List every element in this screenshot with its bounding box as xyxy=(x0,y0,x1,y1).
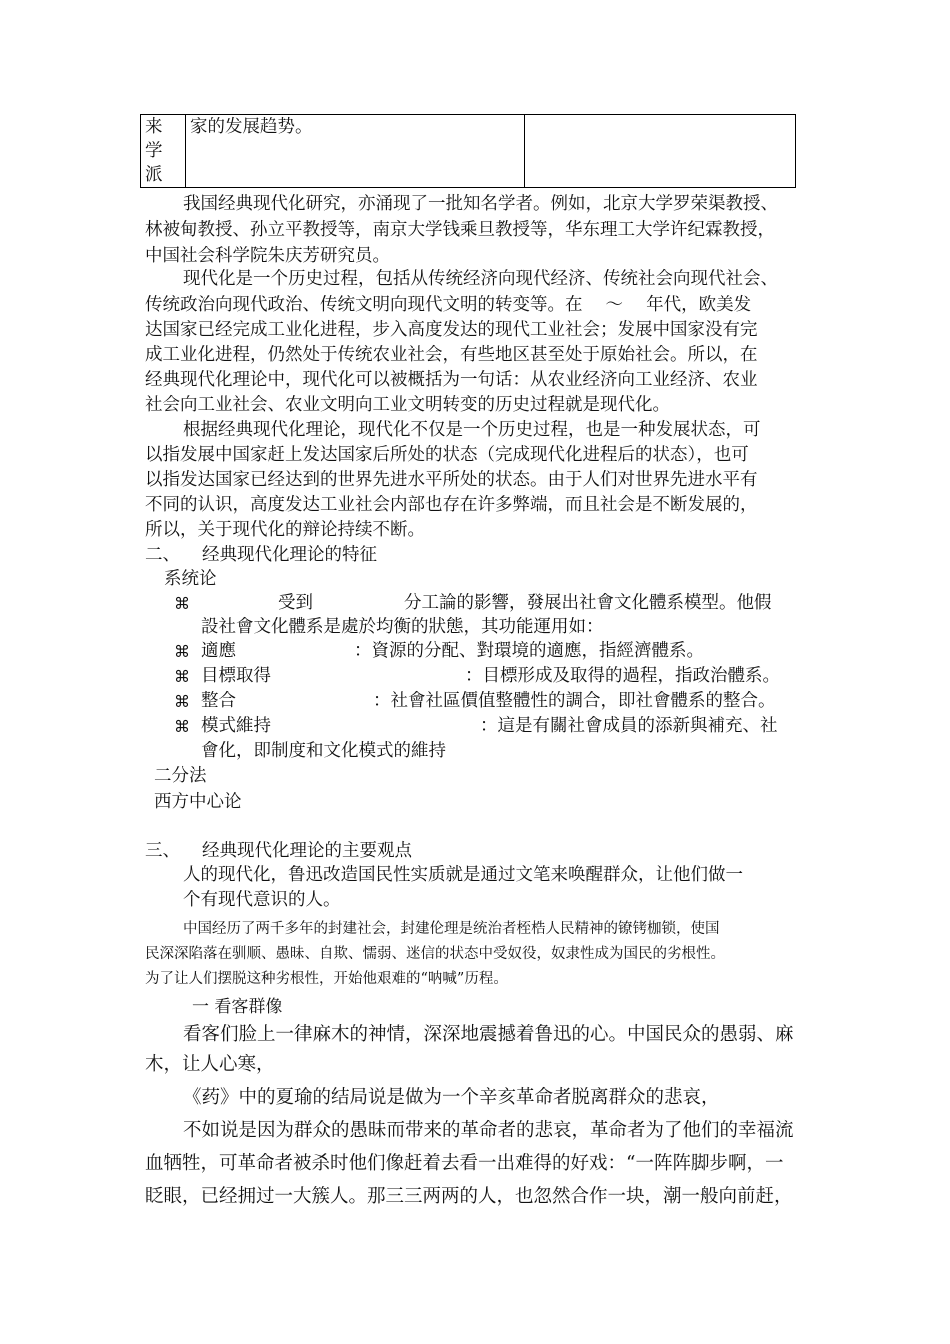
bullet3-left: 目標取得 xyxy=(201,666,271,686)
para2-line4: 成工业化进程，仍然处于传统农业社会，有些地区甚至处于原始社会。所以，在 xyxy=(145,345,758,365)
para4-line2: 个有现代意识的人。 xyxy=(183,890,341,910)
para8-line1: 不如说是因为群众的愚昧而带来的革命者的悲哀，革命者为了他们的幸福流 xyxy=(183,1120,794,1141)
para5-line1: 中国经历了两千多年的封建社会，封建伦理是统治者桎梏人民精神的镣铐枷锁，使国 xyxy=(183,921,720,937)
table-cell-school: 来 学 派 xyxy=(141,115,186,188)
command-icon: ⌘ xyxy=(174,667,190,686)
bullet4-left: 整合 xyxy=(201,691,236,711)
para4-line1: 人的现代化，鲁迅改造国民性实质就是通过文笔来唤醒群众，让他们做一 xyxy=(183,865,743,885)
bullet4-right: ：社會社區價值整體性的調合，即社會體系的整合。 xyxy=(373,691,776,711)
para6-line2: 木，让人心寒， xyxy=(145,1054,275,1075)
para2-line1: 现代化是一个历史过程，包括从传统经济向现代经济、传统社会向现代社会、 xyxy=(183,269,778,289)
para1-line3: 中国社会科学院朱庆芳研究员。 xyxy=(145,246,390,266)
section2-title: 经典现代化理论的特征 xyxy=(202,545,377,565)
para5-line2: 民深深陷落在驯顺、愚昧、自欺、懦弱、迷信的状态中受奴役，奴隶性成为国民的劣根性。 xyxy=(145,946,725,962)
para1-line1: 我国经典现代化研究，亦涌现了一批知名学者。例如，北京大学罗荣渠教授、 xyxy=(183,194,778,214)
section3-number: 三、 xyxy=(145,841,180,861)
systems-theory-label: 系统论 xyxy=(164,569,217,589)
para3-line4: 不同的认识，高度发达工业社会内部也存在许多弊端，而且社会是不断发展的， xyxy=(145,495,758,515)
command-icon: ⌘ xyxy=(174,642,190,661)
para2-line2: 传统政治向现代政治、传统文明向现代文明的转变等。在 ～ 年代，欧美发 xyxy=(145,295,752,315)
para3-line2: 以指发展中国家赶上发达国家后所处的状态（完成现代化进程后的状态），也可 xyxy=(145,445,749,465)
bullet5-right: ：這是有關社會成員的添新與補充、社 xyxy=(480,716,778,736)
bullet1-right: 分工論的影響，發展出社會文化體系模型。他假 xyxy=(404,593,772,613)
section2-number: 二、 xyxy=(145,545,180,565)
command-icon: ⌘ xyxy=(174,717,190,736)
para8-line2: 血牺牲，可革命者被杀时他们像赶着去看一出难得的好戏：“一阵阵脚步啊，一 xyxy=(145,1153,784,1174)
table-cell-content: 家的发展趋势。 xyxy=(186,115,525,188)
bullet2-right: ：資源的分配、對環境的適應，指經濟體系。 xyxy=(354,641,704,661)
para1-line2: 林被甸教授、孙立平教授等，南京大学钱乘旦教授等，华东理工大学许纪霖教授， xyxy=(145,220,775,240)
para7-line: 《药》中的夏瑜的结局说是做为一个辛亥革命者脱离群众的悲哀， xyxy=(183,1087,720,1108)
bullet5-cont: 會化，即制度和文化模式的維持 xyxy=(201,741,446,761)
bullet3-right: ：目標形成及取得的過程，指政治體系。 xyxy=(465,666,780,686)
para3-line3: 以指发达国家已经达到的世界先进水平所处的状态。由于人们对世界先进水平有 xyxy=(145,470,758,490)
subheading-spectators: 一 看客群像 xyxy=(192,997,283,1017)
bullet1-left: 受到 xyxy=(278,593,313,613)
bullet2-left: 適應 xyxy=(201,641,236,661)
top-table xyxy=(140,114,796,188)
para6-line1: 看客们脸上一律麻木的神情，深深地震撼着鲁迅的心。中国民众的愚弱、麻 xyxy=(183,1024,794,1045)
dichotomy-label: 二分法 xyxy=(154,766,207,786)
bullet5-left: 模式維持 xyxy=(201,716,271,736)
para2-line3: 达国家已经完成工业化进程，步入高度发达的现代工业社会；发展中国家没有完 xyxy=(145,320,758,340)
command-icon: ⌘ xyxy=(174,594,190,613)
para2-line5: 经典现代化理论中，现代化可以被概括为一句话：从农业经济向工业经济、农业 xyxy=(145,370,758,390)
command-icon: ⌘ xyxy=(174,692,190,711)
para3-line1: 根据经典现代化理论，现代化不仅是一个历史过程，也是一种发展状态，可 xyxy=(183,420,761,440)
para2-line6: 社会向工业社会、农业文明向工业文明转变的历史过程就是现代化。 xyxy=(145,395,670,415)
para5-line3: 为了让人们摆脱这种劣根性，开始他艰难的“呐喊”历程。 xyxy=(145,971,508,987)
para8-line3: 眨眼，已经拥过一大簇人。那三三两两的人，也忽然合作一块，潮一般向前赶， xyxy=(145,1186,793,1207)
table-cell-empty xyxy=(525,115,796,188)
western-centrism-label: 西方中心论 xyxy=(154,792,242,812)
section3-title: 经典现代化理论的主要观点 xyxy=(202,841,412,861)
para3-line5: 所以，关于现代化的辩论持续不断。 xyxy=(145,520,425,540)
bullet1-cont: 設社會文化體系是處於均衡的狀態，其功能運用如： xyxy=(201,617,604,637)
